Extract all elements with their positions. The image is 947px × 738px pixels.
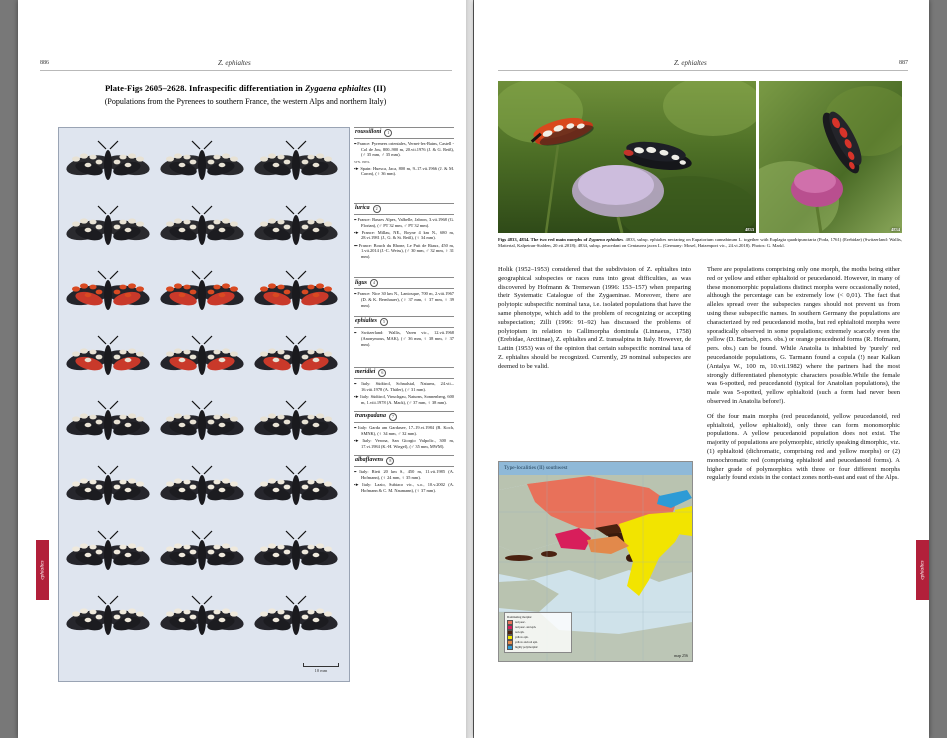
taxon-entry — [354, 203, 454, 259]
body-paragraph: Of the four main morphs (red peucedanoid, yellow peucedanoid, red ephialtoid, yellow ephialtoid), only three can form monomorphic populations. A yellow peucedanoid population does not exist. The majority of populations are polymorphic, strictly speaking dimorphic, viz. (1) ephialtoid (dichromatic, comprising red and yellow morphs) or (2) monochromatic red (comprising ephialtoid and peucedanoid forms). A higher grade of polymorphics with three or four different morphs regularly found exists in the contact zones north-east and east of the Alps. — [707, 412, 900, 482]
scale-bar-line — [303, 663, 339, 667]
specimen-row — [65, 459, 343, 524]
moth-illustration — [159, 264, 245, 322]
taxon-name — [354, 203, 454, 215]
taxa-records-column — [354, 127, 454, 680]
moth-illustration — [253, 134, 339, 192]
photo-4833-image — [498, 81, 756, 233]
taxon-entry — [354, 455, 454, 493]
specimen-moth — [159, 524, 245, 582]
specimen-moth — [65, 264, 151, 322]
plate-title-species: Zygaena ephialtes — [305, 83, 371, 93]
taxon-record: •• France: Basses Alpes, Valbelle, Jabron, 3.vii.1968 (G. Florian), (♂ PT 32 mm, ♂ PT 32 mm). — [354, 217, 454, 228]
taxon-record: •► Italy: Lazio, Subiaco vic., s.o., 10.v.2002 (A. Hofmann & C. M. Naumann), (♀ 37 mm). — [354, 481, 454, 493]
taxon-record: •► France: Millau, NE., Boyne 4 km N., 680 m, 28.vi.1981 (J., G. & St. Reiß), (♀ 34 mm). — [354, 229, 454, 241]
taxon-label: albaflavens — [355, 457, 384, 464]
moth-illustration — [65, 459, 151, 517]
specimen-moth — [159, 459, 245, 517]
map-legend-rows — [507, 620, 569, 650]
photo-4834-number: 4834 — [891, 227, 900, 232]
taxon-record: ••• France: Bouch du Rhone, Le Puit de Riaux, 450 m, 1.vii.2014 (J.-C. Weiss), (♂ 30 mm, ♂ 32 mm, ♀ 31 mm). — [354, 242, 454, 259]
photo-row — [498, 81, 902, 233]
taxon-record: •• Italy: Südtirol, Schnalstal, Naturns, 24.vii.–16.viii.1978 (A. Thäler), (♂ 31 mm). — [354, 381, 454, 392]
moth-illustration — [159, 329, 245, 387]
plate-title-post: (II) — [370, 83, 387, 93]
map-legend — [504, 612, 572, 653]
taxon-entry — [354, 367, 454, 405]
legend-swatch — [507, 645, 513, 650]
moth-illustration — [65, 329, 151, 387]
specimen-row — [65, 589, 343, 654]
legend-label: highly polymorphic — [515, 645, 538, 650]
taxon-name — [354, 411, 454, 423]
taxon-number-badge: 1 — [384, 129, 392, 137]
taxon-number-badge: 7 — [389, 413, 397, 421]
specimen-moth — [65, 199, 151, 257]
moth-illustration — [253, 524, 339, 582]
specimen-grid — [65, 134, 343, 659]
specimen-moth — [253, 524, 339, 582]
moth-illustration — [159, 589, 245, 647]
left-thumb-tab[interactable] — [36, 540, 49, 600]
body-column-right — [707, 266, 900, 489]
specimen-moth — [253, 134, 339, 192]
taxon-name — [354, 316, 454, 328]
legend-label: yellow eph. — [515, 635, 529, 640]
map-legend-item — [507, 645, 569, 650]
specimen-moth — [159, 329, 245, 387]
left-runhead-title: Z. ephialtes — [218, 59, 251, 67]
right-folio-number: 887 — [899, 60, 908, 66]
specimen-row — [65, 394, 343, 459]
photo-4833-number: 4833 — [745, 227, 754, 232]
body-column-left — [498, 266, 691, 378]
specimen-moth — [159, 134, 245, 192]
specimen-moth — [65, 394, 151, 452]
specimen-moth — [253, 199, 339, 257]
specimen-moth — [253, 264, 339, 322]
taxon-record: •• Italy: Garda am Gardasee, 17–19.vi.1984 (B. Koch, SMNK), (♀ 34 mm, ♂ 32 mm). — [354, 425, 454, 436]
left-running-head — [40, 60, 452, 74]
right-runhead-title: Z. ephialtes — [674, 59, 707, 67]
moth-illustration — [159, 134, 245, 192]
taxon-record: •► Spain: Huesca, Jaca, 800 m, 9–17.vii.1966 (J. & M. Caron), (♀ 36 mm). — [354, 165, 454, 177]
specimen-row — [65, 329, 343, 394]
right-head-rule — [498, 70, 908, 71]
taxon-record: •• France: Nice 30 km N., Lantosque, 700 m, 2.viii.1967 (D. & K. Bernhauer), (♀ 37 mm, ♀ 37 mm, ♀ 39 mm). — [354, 291, 454, 308]
moth-illustration — [253, 459, 339, 517]
moth-illustration — [253, 199, 339, 257]
taxon-number-badge: 5 — [380, 318, 388, 326]
taxon-number-badge: 2 — [373, 205, 381, 213]
specimen-row — [65, 134, 343, 199]
taxon-label: ephialtes — [355, 318, 377, 325]
moth-illustration — [65, 394, 151, 452]
photo-4834-image — [759, 81, 902, 233]
specimen-row — [65, 199, 343, 264]
specimen-moth — [159, 264, 245, 322]
plate-title — [58, 83, 433, 106]
moth-illustration — [159, 394, 245, 452]
taxon-name — [354, 367, 454, 379]
taxon-number-badge: 4 — [370, 279, 378, 287]
distribution-map — [498, 461, 693, 662]
specimen-plate — [58, 127, 350, 682]
moth-illustration — [65, 199, 151, 257]
moth-illustration — [159, 524, 245, 582]
moth-illustration — [253, 329, 339, 387]
figure-caption — [498, 237, 902, 249]
specimen-moth — [65, 589, 151, 647]
right-running-head — [498, 60, 908, 74]
specimen-moth — [253, 329, 339, 387]
specimen-row — [65, 524, 343, 589]
taxon-record: •• France: Pyrenees orientales, Vernet-les-Bains, Castell - Col de Jou, 800–900 m, 20.vii.1976 (J. & G. Reiß), (♂ 35 mm, ♂ 35 mm). — [354, 141, 454, 158]
taxon-number-badge: 6 — [378, 369, 386, 377]
moth-illustration — [253, 394, 339, 452]
figure-caption-rest: . 4833, subsp. ephialtes nectaring on Eupatorium cannabinum L. together with Euplagia quadripunctaria (Poda, 1761) (Erebidae) (Switzerland: Wallis, Mattertal, Kalpetran-Stalden, 20.vii.2018); 4834, subsp. peucedani on Centaurea jacea L. (Germany: Mosel, Hatzenport vic., 24.vi.2018). Photos: G. Markl. — [498, 237, 902, 249]
left-folio-number: 886 — [40, 60, 49, 66]
moth-illustration — [65, 134, 151, 192]
taxon-label: lurica — [355, 205, 370, 212]
taxon-name — [354, 127, 454, 139]
specimen-moth — [159, 199, 245, 257]
plate-title-line2: (Populations from the Pyrenees to southern France, the western Alps and northern Italy) — [104, 97, 387, 106]
map-number: map 256 — [674, 653, 688, 658]
taxon-label: transpadana — [355, 413, 387, 420]
map-title: Type-localities (II) southwest — [499, 462, 692, 475]
legend-label: red peuc. — [515, 620, 526, 625]
specimen-moth — [65, 524, 151, 582]
specimen-row — [65, 264, 343, 329]
taxon-subhead: syn. inex. — [354, 159, 371, 165]
specimen-moth — [65, 329, 151, 387]
left-page — [18, 0, 473, 738]
specimen-moth — [65, 134, 151, 192]
moth-illustration — [65, 524, 151, 582]
specimen-moth — [253, 459, 339, 517]
plate-title-pre: Plate-Figs 2605–2628. Infraspecific differentiation in — [104, 83, 306, 93]
specimen-moth — [253, 589, 339, 647]
body-paragraph: There are populations comprising only one morph, the moths being either red or yellow and either ephialtoid or peucedanoid. However, in many of these monomorphic populations distinct morphs were occasionally noted, although the percentage can be extremely low (< 0,01). The fact that alleles spread over the subspecies ranges should not prevent us from using these subspecific names. In southern Germany the populations are characterized by red peucedanoid moths, but red ephialtoid morphs were sporadically observed in some populations; extremely scarcely even the yellow (D. Bartsch, pers. obs.) or orange peucednoid forms (R. Hofmann, pers. obs.) can be found. While Anatolia is inhabited by 'purely' red peucedanoide populations, G. Tarmann found a copula (!) near Kalkan (Antalya W., 100 m, 10.vii.1982) where the partners had the most strongly differentiated phenotypic characters possible.While the female was 6-spotted, red peucedanoid (typical for Anatolian populations), the male was 5-spotted, yellow ephialtoid (such a form had never been observed in Anatolia before!). — [707, 266, 900, 405]
moth-illustration — [253, 589, 339, 647]
taxon-name — [354, 455, 454, 467]
specimen-moth — [65, 459, 151, 517]
body-paragraph: Holik (1952–1953) considered that the subdivision of Z. ephialtes into geographical subspecies or races runs into great difficulties, as was discovered by Hofmann & Tremewan (1996: 153–157) when preparing their Systematic Catalogue of the Zygaeninae. Moreover, there are polytopic subspecific nominal taxa, i.e. isolated populations that have the same phenotype, which add to the problem of recognizing or accepting subspeciation; Zilli (1996: 91–92) has discussed the problems of polytopism in relation to Callimorpha dominula (Linnaeus, 1758) (Erebidae, Arctiinae), Z. ephialtes and Z. transalpina in Italy. However, de Lattin (1953) was of the opinion that certain subspecific nominal taxa of Z. ephialtes should be recognized. Currently, 29 nominal subspecies are deemed to be valid. — [498, 266, 691, 370]
taxon-label: roussilloni — [355, 129, 382, 136]
figure-caption-species: Zygaena ephialtes — [588, 237, 624, 242]
taxon-label: ligus — [355, 279, 368, 286]
taxon-label: meridiei — [355, 369, 376, 376]
taxon-record: •► Italy: Südtirol, Vinschgau, Naturns, Sonnenberg, 600 m, 1.viii.1978 (A. Mack), (♂ 37 mm, ♀ 38 mm). — [354, 393, 454, 405]
legend-label: yellow and red eph. — [515, 640, 538, 645]
taxon-entry — [354, 277, 454, 308]
taxon-record: •• Italy: Rieti 20 km S., 450 m, 11.vii.1985 (A. Hofmann), (♀ 24 mm, ♀ 35 mm). — [354, 469, 454, 480]
scale-bar-label: 10 mm — [314, 668, 328, 673]
scale-bar — [303, 663, 339, 673]
taxon-entry — [354, 411, 454, 449]
left-head-rule — [40, 70, 452, 71]
taxon-entry — [354, 316, 454, 347]
legend-label: red peuc. and eph. — [515, 625, 537, 630]
legend-label: red eph. — [515, 630, 525, 635]
right-thumb-tab-label: ephialtes — [919, 560, 926, 580]
moth-illustration — [159, 199, 245, 257]
plate-title-line1 — [58, 83, 433, 93]
left-thumb-tab-label: ephialtes — [39, 560, 46, 580]
taxon-name — [354, 277, 454, 289]
photo-4834 — [759, 81, 902, 233]
specimen-moth — [159, 394, 245, 452]
right-thumb-tab[interactable] — [916, 540, 929, 600]
specimen-moth — [159, 589, 245, 647]
taxon-entry — [354, 127, 454, 177]
moth-illustration — [65, 589, 151, 647]
photo-4833 — [498, 81, 756, 233]
moth-illustration — [159, 459, 245, 517]
moth-illustration — [253, 264, 339, 322]
map-legend-title: Dominating morphs: — [507, 614, 532, 619]
taxon-number-badge: 8 — [386, 457, 394, 465]
figure-caption-bold: Figs 4833, 4834. The two red main morphs of — [498, 237, 589, 242]
taxon-record: •► Italy: Verona, San Giorgio Valpolic., 300 m, 17.vi.1984 (K.-H. Wiegel), (♂ 35 mm, MWM). — [354, 437, 454, 449]
taxon-record: •• Switzerland: Wallis, Varen vic., 12.vii.1968 (Anonymous, MAK), (♂ 36 mm, ♀ 38 mm, ♀ 37 mm). — [354, 330, 454, 347]
moth-illustration — [65, 264, 151, 322]
specimen-moth — [253, 394, 339, 452]
